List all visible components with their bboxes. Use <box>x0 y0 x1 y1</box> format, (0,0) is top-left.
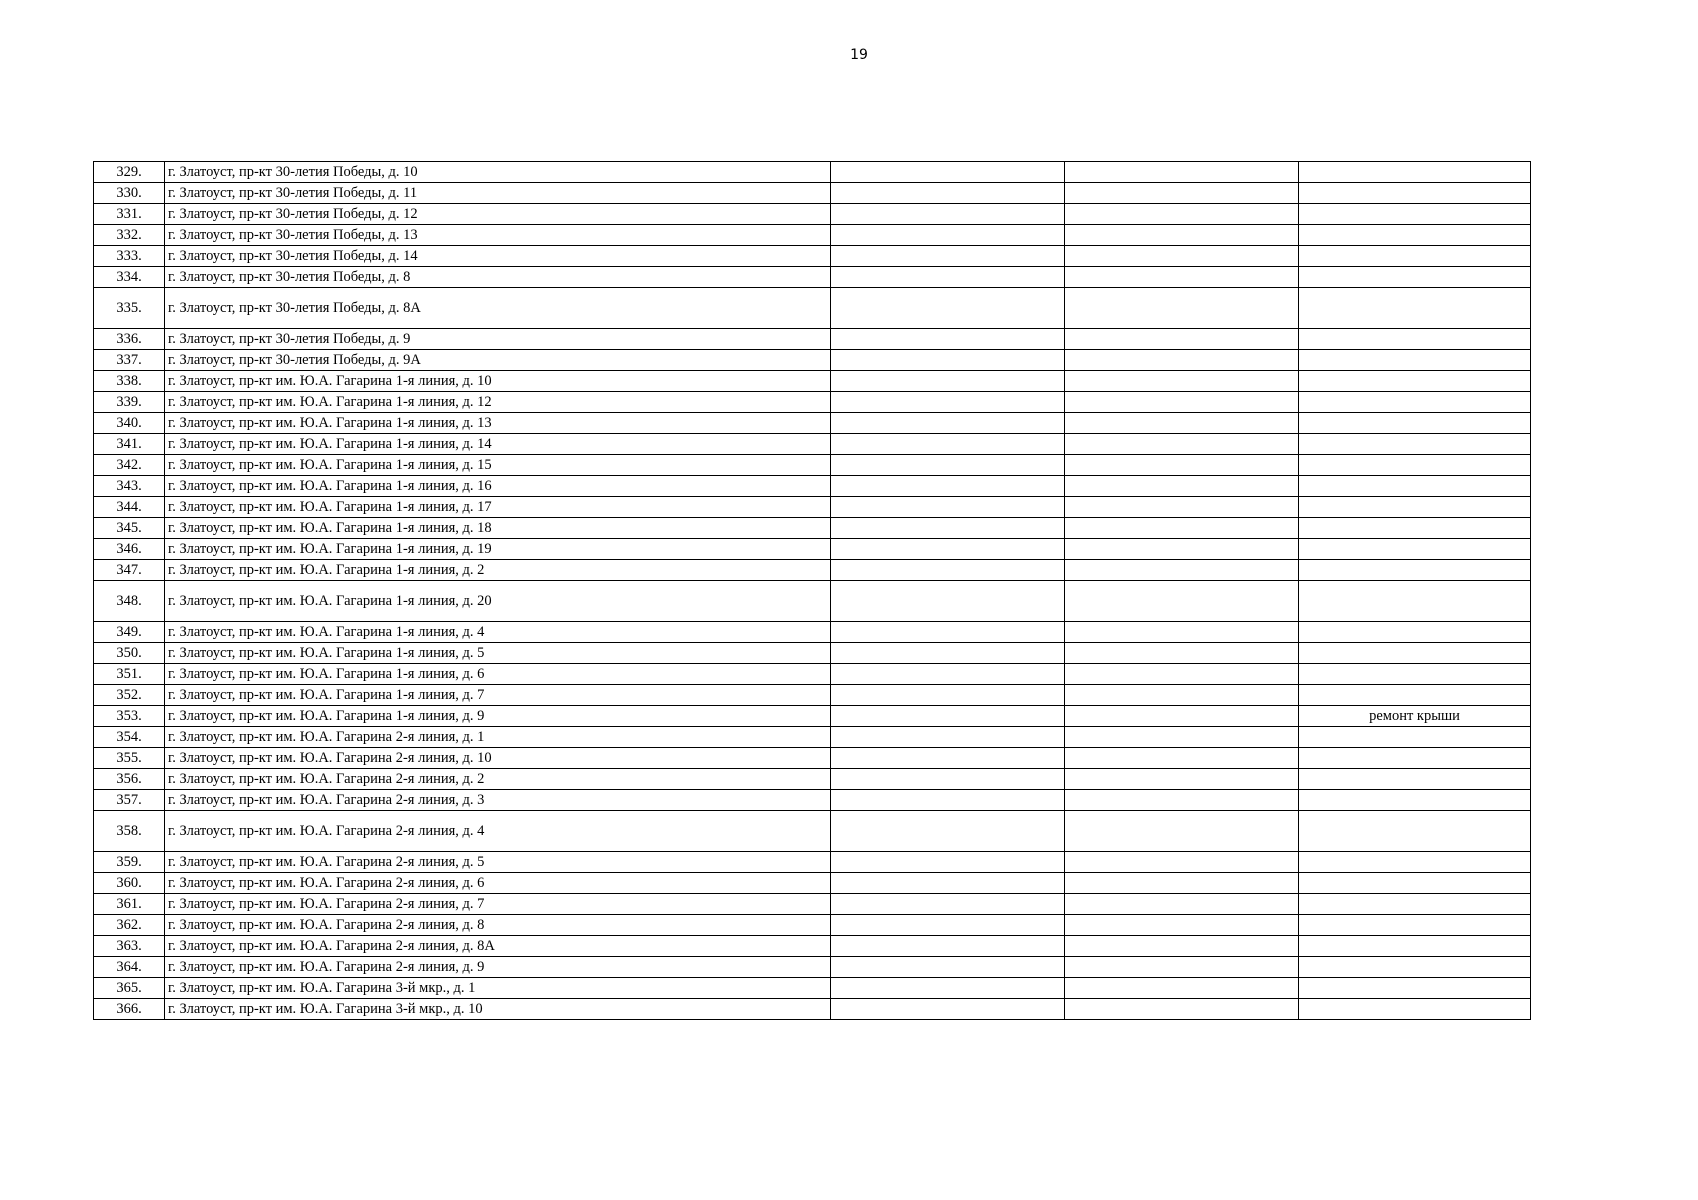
row-number-cell: 353. <box>94 706 165 727</box>
column-3-cell <box>831 706 1065 727</box>
column-4-cell <box>1065 769 1299 790</box>
table-row <box>94 769 1531 790</box>
column-3-cell <box>831 790 1065 811</box>
column-4-cell <box>1065 999 1299 1020</box>
column-4-cell <box>1065 288 1299 329</box>
column-4-cell <box>1065 329 1299 350</box>
column-3-cell <box>831 162 1065 183</box>
row-number-cell: 332. <box>94 225 165 246</box>
column-4-cell <box>1065 455 1299 476</box>
column-3-cell <box>831 560 1065 581</box>
work-type-cell <box>1299 350 1531 371</box>
row-number-cell: 331. <box>94 204 165 225</box>
address-cell: г. Златоуст, пр-кт им. Ю.А. Гагарина 3-й мкр., д. 10 <box>165 999 831 1020</box>
table-row <box>94 267 1531 288</box>
table-row <box>94 873 1531 894</box>
column-4-cell <box>1065 497 1299 518</box>
table-row <box>94 539 1531 560</box>
column-3-cell <box>831 371 1065 392</box>
address-cell: г. Златоуст, пр-кт им. Ю.А. Гагарина 1-я линия, д. 14 <box>165 434 831 455</box>
column-4-cell <box>1065 162 1299 183</box>
column-4-cell <box>1065 706 1299 727</box>
column-3-cell <box>831 957 1065 978</box>
work-type-cell <box>1299 392 1531 413</box>
work-type-cell <box>1299 790 1531 811</box>
column-4-cell <box>1065 392 1299 413</box>
column-3-cell <box>831 622 1065 643</box>
table-row <box>94 685 1531 706</box>
column-4-cell <box>1065 204 1299 225</box>
table-row <box>94 936 1531 957</box>
column-3-cell <box>831 518 1065 539</box>
column-4-cell <box>1065 518 1299 539</box>
column-3-cell <box>831 539 1065 560</box>
table-row <box>94 497 1531 518</box>
column-3-cell <box>831 915 1065 936</box>
column-3-cell <box>831 497 1065 518</box>
table-row <box>94 183 1531 204</box>
address-cell: г. Златоуст, пр-кт им. Ю.А. Гагарина 1-я линия, д. 10 <box>165 371 831 392</box>
work-type-cell <box>1299 288 1531 329</box>
column-3-cell <box>831 978 1065 999</box>
column-3-cell <box>831 288 1065 329</box>
column-3-cell <box>831 267 1065 288</box>
address-cell: г. Златоуст, пр-кт им. Ю.А. Гагарина 1-я линия, д. 7 <box>165 685 831 706</box>
work-type-cell <box>1299 225 1531 246</box>
table-row <box>94 957 1531 978</box>
table-row <box>94 811 1531 852</box>
work-type-cell <box>1299 748 1531 769</box>
address-cell: г. Златоуст, пр-кт 30-летия Победы, д. 13 <box>165 225 831 246</box>
address-cell: г. Златоуст, пр-кт им. Ю.А. Гагарина 1-я линия, д. 18 <box>165 518 831 539</box>
address-cell: г. Златоуст, пр-кт им. Ю.А. Гагарина 2-я линия, д. 8А <box>165 936 831 957</box>
table-row <box>94 204 1531 225</box>
row-number-cell: 343. <box>94 476 165 497</box>
column-4-cell <box>1065 581 1299 622</box>
column-3-cell <box>831 413 1065 434</box>
column-3-cell <box>831 581 1065 622</box>
work-type-cell <box>1299 371 1531 392</box>
column-4-cell <box>1065 434 1299 455</box>
work-type-cell <box>1299 183 1531 204</box>
column-4-cell <box>1065 539 1299 560</box>
row-number-cell: 342. <box>94 455 165 476</box>
address-cell: г. Златоуст, пр-кт 30-летия Победы, д. 10 <box>165 162 831 183</box>
work-type-cell <box>1299 978 1531 999</box>
work-type-cell <box>1299 518 1531 539</box>
row-number-cell: 329. <box>94 162 165 183</box>
address-cell: г. Златоуст, пр-кт им. Ю.А. Гагарина 1-я линия, д. 12 <box>165 392 831 413</box>
row-number-cell: 348. <box>94 581 165 622</box>
address-cell: г. Златоуст, пр-кт им. Ю.А. Гагарина 1-я линия, д. 9 <box>165 706 831 727</box>
column-4-cell <box>1065 643 1299 664</box>
row-number-cell: 363. <box>94 936 165 957</box>
row-number-cell: 333. <box>94 246 165 267</box>
row-number-cell: 335. <box>94 288 165 329</box>
address-cell: г. Златоуст, пр-кт им. Ю.А. Гагарина 2-я линия, д. 7 <box>165 894 831 915</box>
row-number-cell: 337. <box>94 350 165 371</box>
table-row <box>94 894 1531 915</box>
column-4-cell <box>1065 936 1299 957</box>
table-row <box>94 162 1531 183</box>
column-4-cell <box>1065 225 1299 246</box>
row-number-cell: 357. <box>94 790 165 811</box>
work-type-cell <box>1299 852 1531 873</box>
row-number-cell: 361. <box>94 894 165 915</box>
table-row <box>94 288 1531 329</box>
address-cell: г. Златоуст, пр-кт им. Ю.А. Гагарина 2-я линия, д. 8 <box>165 915 831 936</box>
column-4-cell <box>1065 873 1299 894</box>
table-row <box>94 560 1531 581</box>
column-3-cell <box>831 873 1065 894</box>
column-3-cell <box>831 246 1065 267</box>
work-type-cell <box>1299 999 1531 1020</box>
column-3-cell <box>831 183 1065 204</box>
column-4-cell <box>1065 915 1299 936</box>
column-4-cell <box>1065 957 1299 978</box>
row-number-cell: 355. <box>94 748 165 769</box>
page-number: 19 <box>850 47 868 63</box>
column-3-cell <box>831 664 1065 685</box>
column-4-cell <box>1065 685 1299 706</box>
work-type-cell <box>1299 329 1531 350</box>
work-type-cell <box>1299 685 1531 706</box>
row-number-cell: 362. <box>94 915 165 936</box>
row-number-cell: 365. <box>94 978 165 999</box>
address-cell: г. Златоуст, пр-кт им. Ю.А. Гагарина 2-я линия, д. 3 <box>165 790 831 811</box>
address-cell: г. Златоуст, пр-кт им. Ю.А. Гагарина 1-я линия, д. 4 <box>165 622 831 643</box>
address-cell: г. Златоуст, пр-кт им. Ю.А. Гагарина 2-я линия, д. 10 <box>165 748 831 769</box>
work-type-cell <box>1299 434 1531 455</box>
address-cell: г. Златоуст, пр-кт им. Ю.А. Гагарина 3-й мкр., д. 1 <box>165 978 831 999</box>
table-row <box>94 392 1531 413</box>
row-number-cell: 359. <box>94 852 165 873</box>
row-number-cell: 334. <box>94 267 165 288</box>
table-row <box>94 329 1531 350</box>
row-number-cell: 350. <box>94 643 165 664</box>
table-row <box>94 706 1531 727</box>
column-4-cell <box>1065 852 1299 873</box>
work-type-cell <box>1299 413 1531 434</box>
address-cell: г. Златоуст, пр-кт им. Ю.А. Гагарина 1-я линия, д. 13 <box>165 413 831 434</box>
table-row <box>94 518 1531 539</box>
column-3-cell <box>831 811 1065 852</box>
work-type-cell <box>1299 915 1531 936</box>
column-3-cell <box>831 936 1065 957</box>
work-type-cell <box>1299 162 1531 183</box>
work-type-cell <box>1299 936 1531 957</box>
work-type-cell <box>1299 769 1531 790</box>
work-type-cell <box>1299 873 1531 894</box>
column-4-cell <box>1065 622 1299 643</box>
table-row <box>94 748 1531 769</box>
table-row <box>94 371 1531 392</box>
work-type-cell: ремонт крыши <box>1299 706 1531 727</box>
column-3-cell <box>831 476 1065 497</box>
row-number-cell: 366. <box>94 999 165 1020</box>
address-table-body <box>94 162 1531 1020</box>
row-number-cell: 339. <box>94 392 165 413</box>
row-number-cell: 356. <box>94 769 165 790</box>
column-3-cell <box>831 999 1065 1020</box>
table-row <box>94 581 1531 622</box>
column-4-cell <box>1065 371 1299 392</box>
column-4-cell <box>1065 978 1299 999</box>
column-3-cell <box>831 204 1065 225</box>
address-cell: г. Златоуст, пр-кт им. Ю.А. Гагарина 1-я линия, д. 20 <box>165 581 831 622</box>
column-4-cell <box>1065 246 1299 267</box>
column-4-cell <box>1065 560 1299 581</box>
column-3-cell <box>831 769 1065 790</box>
table-row <box>94 413 1531 434</box>
column-3-cell <box>831 329 1065 350</box>
column-3-cell <box>831 727 1065 748</box>
work-type-cell <box>1299 539 1531 560</box>
table-row <box>94 790 1531 811</box>
column-3-cell <box>831 685 1065 706</box>
column-4-cell <box>1065 350 1299 371</box>
row-number-cell: 354. <box>94 727 165 748</box>
row-number-cell: 345. <box>94 518 165 539</box>
address-cell: г. Златоуст, пр-кт им. Ю.А. Гагарина 1-я линия, д. 5 <box>165 643 831 664</box>
column-3-cell <box>831 392 1065 413</box>
table-row <box>94 622 1531 643</box>
address-cell: г. Златоуст, пр-кт им. Ю.А. Гагарина 2-я линия, д. 1 <box>165 727 831 748</box>
work-type-cell <box>1299 497 1531 518</box>
row-number-cell: 336. <box>94 329 165 350</box>
column-4-cell <box>1065 811 1299 852</box>
work-type-cell <box>1299 581 1531 622</box>
work-type-cell <box>1299 204 1531 225</box>
work-type-cell <box>1299 622 1531 643</box>
address-table <box>93 161 1531 1020</box>
address-cell: г. Златоуст, пр-кт 30-летия Победы, д. 9 <box>165 329 831 350</box>
table-row <box>94 915 1531 936</box>
table-row <box>94 978 1531 999</box>
column-3-cell <box>831 455 1065 476</box>
address-cell: г. Златоуст, пр-кт 30-летия Победы, д. 11 <box>165 183 831 204</box>
row-number-cell: 360. <box>94 873 165 894</box>
table-row <box>94 999 1531 1020</box>
row-number-cell: 358. <box>94 811 165 852</box>
work-type-cell <box>1299 727 1531 748</box>
column-4-cell <box>1065 267 1299 288</box>
address-cell: г. Златоуст, пр-кт им. Ю.А. Гагарина 2-я линия, д. 6 <box>165 873 831 894</box>
column-3-cell <box>831 894 1065 915</box>
table-row <box>94 350 1531 371</box>
column-3-cell <box>831 748 1065 769</box>
address-cell: г. Златоуст, пр-кт им. Ю.А. Гагарина 1-я линия, д. 16 <box>165 476 831 497</box>
address-cell: г. Златоуст, пр-кт им. Ю.А. Гагарина 1-я линия, д. 15 <box>165 455 831 476</box>
column-3-cell <box>831 643 1065 664</box>
row-number-cell: 338. <box>94 371 165 392</box>
work-type-cell <box>1299 246 1531 267</box>
table-row <box>94 225 1531 246</box>
row-number-cell: 341. <box>94 434 165 455</box>
address-cell: г. Златоуст, пр-кт им. Ю.А. Гагарина 2-я линия, д. 9 <box>165 957 831 978</box>
address-cell: г. Златоуст, пр-кт им. Ю.А. Гагарина 1-я линия, д. 6 <box>165 664 831 685</box>
address-cell: г. Златоуст, пр-кт им. Ю.А. Гагарина 2-я линия, д. 2 <box>165 769 831 790</box>
column-4-cell <box>1065 894 1299 915</box>
work-type-cell <box>1299 643 1531 664</box>
column-4-cell <box>1065 476 1299 497</box>
row-number-cell: 340. <box>94 413 165 434</box>
work-type-cell <box>1299 560 1531 581</box>
table-row <box>94 852 1531 873</box>
column-3-cell <box>831 225 1065 246</box>
table-row <box>94 246 1531 267</box>
column-4-cell <box>1065 413 1299 434</box>
work-type-cell <box>1299 455 1531 476</box>
address-cell: г. Златоуст, пр-кт 30-летия Победы, д. 8А <box>165 288 831 329</box>
address-cell: г. Златоуст, пр-кт им. Ю.А. Гагарина 1-я линия, д. 2 <box>165 560 831 581</box>
table-row <box>94 727 1531 748</box>
address-cell: г. Златоуст, пр-кт 30-летия Победы, д. 8 <box>165 267 831 288</box>
column-4-cell <box>1065 183 1299 204</box>
address-cell: г. Златоуст, пр-кт им. Ю.А. Гагарина 1-я линия, д. 19 <box>165 539 831 560</box>
row-number-cell: 347. <box>94 560 165 581</box>
row-number-cell: 330. <box>94 183 165 204</box>
column-4-cell <box>1065 727 1299 748</box>
column-4-cell <box>1065 664 1299 685</box>
address-cell: г. Златоуст, пр-кт 30-летия Победы, д. 12 <box>165 204 831 225</box>
work-type-cell <box>1299 957 1531 978</box>
table-row <box>94 434 1531 455</box>
address-cell: г. Златоуст, пр-кт 30-летия Победы, д. 9А <box>165 350 831 371</box>
column-3-cell <box>831 852 1065 873</box>
work-type-cell <box>1299 894 1531 915</box>
row-number-cell: 364. <box>94 957 165 978</box>
column-3-cell <box>831 350 1065 371</box>
column-3-cell <box>831 434 1065 455</box>
work-type-cell <box>1299 267 1531 288</box>
table-row <box>94 476 1531 497</box>
table-row <box>94 643 1531 664</box>
table-row <box>94 455 1531 476</box>
address-cell: г. Златоуст, пр-кт им. Ю.А. Гагарина 2-я линия, д. 5 <box>165 852 831 873</box>
address-cell: г. Златоуст, пр-кт им. Ю.А. Гагарина 1-я линия, д. 17 <box>165 497 831 518</box>
address-cell: г. Златоуст, пр-кт 30-летия Победы, д. 14 <box>165 246 831 267</box>
work-type-cell <box>1299 664 1531 685</box>
address-cell: г. Златоуст, пр-кт им. Ю.А. Гагарина 2-я линия, д. 4 <box>165 811 831 852</box>
row-number-cell: 344. <box>94 497 165 518</box>
column-4-cell <box>1065 748 1299 769</box>
row-number-cell: 352. <box>94 685 165 706</box>
column-4-cell <box>1065 790 1299 811</box>
row-number-cell: 351. <box>94 664 165 685</box>
work-type-cell <box>1299 811 1531 852</box>
row-number-cell: 346. <box>94 539 165 560</box>
row-number-cell: 349. <box>94 622 165 643</box>
table-row <box>94 664 1531 685</box>
work-type-cell <box>1299 476 1531 497</box>
